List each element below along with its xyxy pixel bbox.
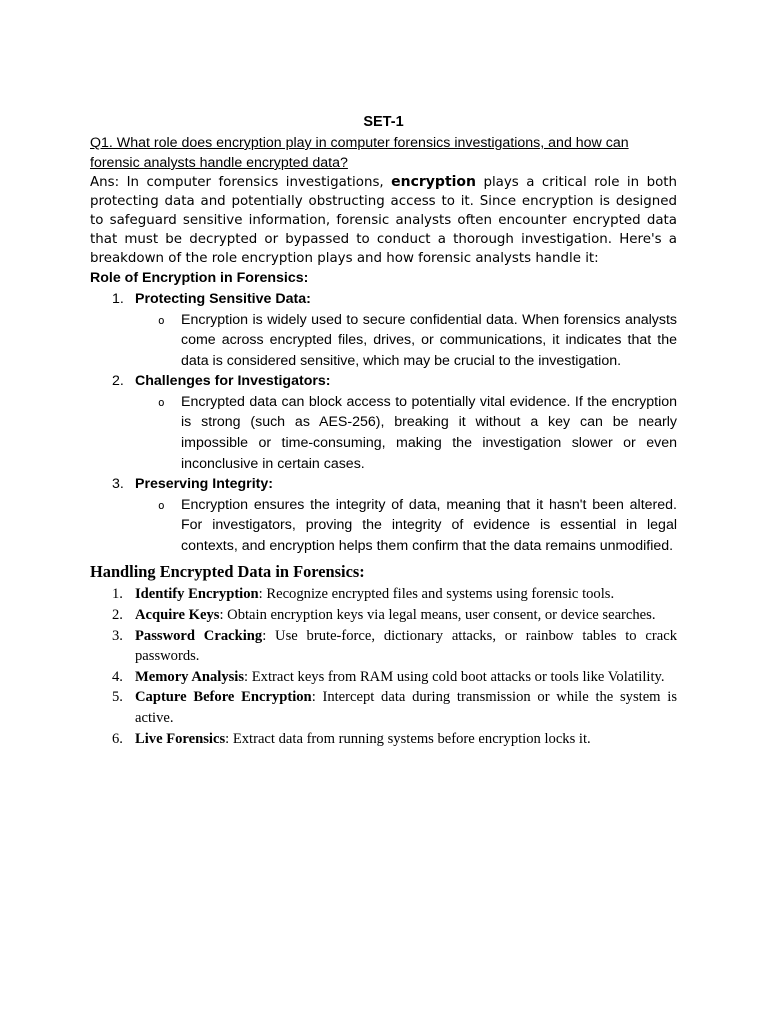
role-item-text: Encryption ensures the integrity of data, meaning that it hasn't been altered. For investigators, proving the integrity of evidence is essential in legal contexts, and encryption helps them confirm that the data remains unmodified.: [181, 496, 677, 554]
role-item-detail: [135, 392, 677, 474]
role-item-text: Encryption is widely used to secure confidential data. When forensics analysts come across encrypted files, drives, or communications, it indicates that the data is considered sensitive, which may be crucial to the investigation.: [181, 311, 677, 369]
handling-item-text: : Use brute-force, dictionary attacks, or rainbow tables to crack passwords.: [135, 627, 677, 665]
handling-item-text: : Intercept data during transmission or while the system is active.: [135, 689, 677, 726]
role-item: [90, 474, 677, 556]
document-body: [90, 112, 677, 749]
handling-item-term: Memory Analysis: [135, 668, 245, 685]
handling-list: [90, 584, 677, 749]
handling-item: [90, 584, 677, 605]
handling-item: [90, 687, 677, 728]
role-item-heading: Challenges for Investigators:: [135, 373, 331, 390]
handling-item-term: Identify Encryption: [135, 586, 259, 603]
document-title: SET-1: [363, 114, 404, 130]
role-item-heading: Preserving Integrity:: [135, 476, 273, 493]
question-text: Q1. What role does encryption play in computer forensics investigations, and how can forensic analysts handle encrypted data?: [90, 135, 629, 171]
role-item-text: Encrypted data can block access to potentially vital evidence. If the encryption is strong (such as AES-256), breaking it without a key can be nearly impossible or time-consuming, making the investigation slower or even inconclusive in certain cases.: [181, 393, 677, 472]
handling-item: [90, 626, 677, 667]
role-item-detail: [135, 495, 677, 557]
role-item-heading: Protecting Sensitive Data:: [135, 291, 311, 307]
answer-prefix: Ans: In computer forensics investigations,: [90, 175, 392, 190]
handling-item-text: : Obtain encryption keys via legal means, user consent, or device searches.: [219, 607, 656, 624]
bullet-marker: o: [158, 395, 165, 409]
role-item: [90, 371, 677, 474]
handling-item-text: : Extract data from running systems before encryption locks it.: [225, 730, 591, 747]
role-item: [90, 289, 677, 371]
handling-item-number: 3.: [112, 627, 123, 644]
handling-section-heading: Handling Encrypted Data in Forensics:: [90, 562, 365, 582]
handling-item-number: 6.: [112, 730, 123, 747]
handling-item-term: Password Cracking: [135, 627, 263, 644]
role-item-number: 2.: [112, 373, 124, 390]
role-section-heading: Role of Encryption in Forensics:: [90, 270, 309, 286]
handling-item-text: : Extract keys from RAM using cold boot attacks or tools like Volatility.: [244, 668, 665, 685]
handling-item-number: 4.: [112, 668, 123, 685]
answer-paragraph: [90, 173, 677, 268]
handling-item: [90, 729, 677, 750]
handling-item-term: Capture Before Encryption: [135, 689, 312, 706]
handling-item: [90, 667, 677, 688]
role-item-number: 1.: [112, 291, 124, 307]
answer-keyword: encryption: [391, 174, 477, 190]
handling-item-number: 5.: [112, 689, 123, 706]
handling-item: [90, 605, 677, 626]
handling-item-term: Acquire Keys: [135, 607, 220, 624]
role-item-detail: [135, 310, 677, 372]
handling-item-number: 1.: [112, 586, 123, 603]
role-item-number: 3.: [112, 476, 124, 493]
bullet-marker: o: [158, 498, 165, 512]
handling-item-text: : Recognize encrypted files and systems using forensic tools.: [258, 586, 615, 603]
handling-item-term: Live Forensics: [135, 730, 226, 747]
handling-item-number: 2.: [112, 607, 123, 624]
answer-suffix: plays a critical role in both protecting data and potentially obstructing access to it. Since encryption is designed to safeguard sensitive information, forensic analysts often encounter encrypted data that must be decrypted or bypassed to conduct a thorough investigation. Here's a breakdown of the role encryption plays and how forensic analysts handle it:: [90, 175, 678, 266]
role-list: [90, 289, 677, 556]
bullet-marker: o: [158, 313, 165, 327]
